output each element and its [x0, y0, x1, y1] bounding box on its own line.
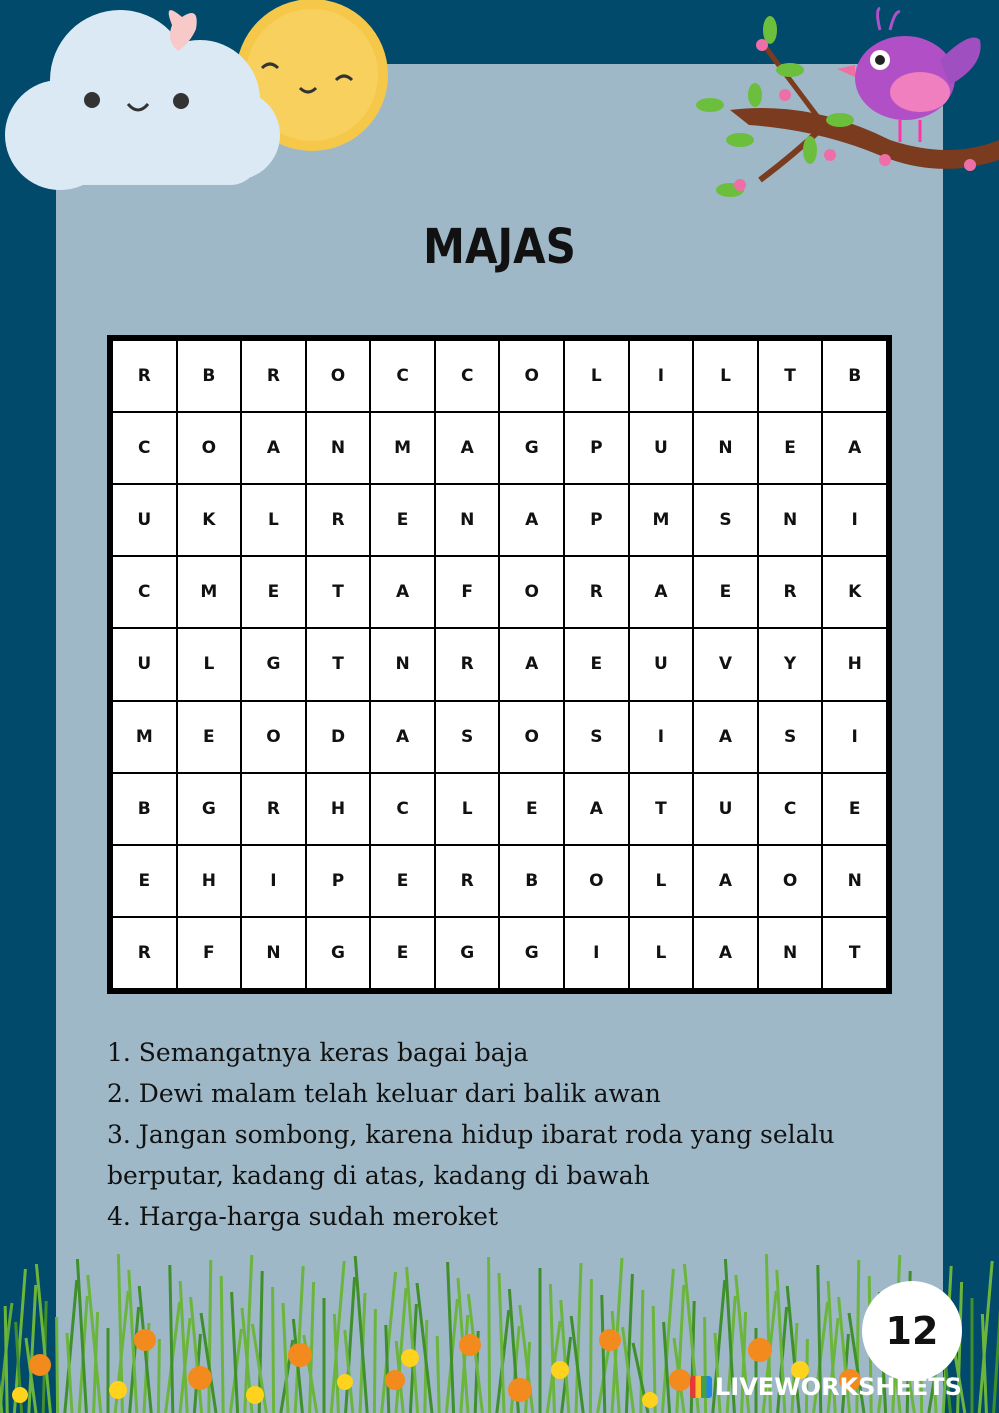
grid-cell[interactable]: A: [435, 412, 500, 484]
brand-watermark: [690, 1373, 962, 1401]
grid-row: [112, 412, 887, 484]
grid-cell[interactable]: R: [306, 484, 371, 556]
grid-cell[interactable]: E: [693, 556, 758, 628]
grid-cell[interactable]: E: [112, 845, 177, 917]
grid-cell[interactable]: M: [370, 412, 435, 484]
grid-cell[interactable]: A: [822, 412, 887, 484]
grid-cell[interactable]: G: [499, 412, 564, 484]
grid-cell[interactable]: C: [370, 340, 435, 412]
grid-cell[interactable]: N: [758, 917, 823, 989]
grid-cell[interactable]: S: [564, 701, 629, 773]
grid-cell[interactable]: G: [435, 917, 500, 989]
grid-cell[interactable]: A: [693, 845, 758, 917]
word-search-grid: [107, 335, 892, 994]
grid-cell[interactable]: B: [499, 845, 564, 917]
grid-cell[interactable]: A: [499, 484, 564, 556]
grid-cell[interactable]: I: [822, 484, 887, 556]
grid-cell[interactable]: O: [499, 340, 564, 412]
grid-cell[interactable]: U: [112, 484, 177, 556]
grid-cell[interactable]: A: [693, 701, 758, 773]
grid-cell[interactable]: R: [112, 917, 177, 989]
grid-cell[interactable]: L: [241, 484, 306, 556]
grid-cell[interactable]: E: [370, 917, 435, 989]
grid-cell[interactable]: T: [629, 773, 694, 845]
grid-cell[interactable]: E: [177, 701, 242, 773]
grid-cell[interactable]: E: [370, 845, 435, 917]
grid-cell[interactable]: R: [241, 340, 306, 412]
grid-cell[interactable]: M: [112, 701, 177, 773]
grid-cell[interactable]: E: [564, 628, 629, 700]
grid-cell[interactable]: O: [564, 845, 629, 917]
grid-cell[interactable]: A: [693, 917, 758, 989]
grid-cell[interactable]: O: [306, 340, 371, 412]
grid-cell[interactable]: E: [241, 556, 306, 628]
grid-cell[interactable]: I: [822, 701, 887, 773]
grid-cell[interactable]: L: [629, 917, 694, 989]
grid-row: [112, 340, 887, 412]
grid-cell[interactable]: C: [758, 773, 823, 845]
question-line: 1. Semangatnya keras bagai baja: [107, 1038, 529, 1067]
brand-name: LIVEWORKSHEETS: [715, 1373, 962, 1401]
grid-cell[interactable]: L: [177, 628, 242, 700]
page-number-badge: 12: [862, 1281, 962, 1381]
grid-cell[interactable]: N: [370, 628, 435, 700]
grid-cell[interactable]: P: [564, 412, 629, 484]
grid-cell[interactable]: G: [177, 773, 242, 845]
grid-cell[interactable]: B: [177, 340, 242, 412]
grid-cell[interactable]: T: [306, 556, 371, 628]
grid-cell[interactable]: I: [629, 701, 694, 773]
grid-cell[interactable]: O: [758, 845, 823, 917]
cloud-icon: [0, 0, 400, 200]
grid-cell[interactable]: B: [822, 340, 887, 412]
grid-cell[interactable]: L: [629, 845, 694, 917]
grid-cell[interactable]: D: [306, 701, 371, 773]
grid-row: [112, 628, 887, 700]
grid-cell[interactable]: H: [177, 845, 242, 917]
grid-cell[interactable]: E: [758, 412, 823, 484]
grid-cell[interactable]: N: [758, 484, 823, 556]
grid-cell[interactable]: R: [435, 845, 500, 917]
grid-cell[interactable]: T: [758, 340, 823, 412]
grid-cell[interactable]: I: [629, 340, 694, 412]
grid-row: [112, 773, 887, 845]
grid-cell[interactable]: N: [822, 845, 887, 917]
grid-cell[interactable]: L: [435, 773, 500, 845]
grid-cell[interactable]: A: [629, 556, 694, 628]
grid-cell[interactable]: N: [241, 917, 306, 989]
question-line: 4. Harga-harga sudah meroket: [107, 1202, 499, 1231]
grid-cell[interactable]: R: [435, 628, 500, 700]
grid-cell[interactable]: C: [112, 412, 177, 484]
liveworksheets-logo-icon: [690, 1376, 712, 1398]
grid-cell[interactable]: O: [499, 556, 564, 628]
grid-row: [112, 556, 887, 628]
grid-cell[interactable]: U: [629, 412, 694, 484]
grid-cell[interactable]: T: [306, 628, 371, 700]
grid-cell[interactable]: V: [693, 628, 758, 700]
grid-cell[interactable]: E: [370, 484, 435, 556]
grid-cell[interactable]: R: [241, 773, 306, 845]
grid-row: [112, 845, 887, 917]
question-line: berputar, kadang di atas, kadang di bawah: [107, 1161, 650, 1190]
grid-cell[interactable]: T: [822, 917, 887, 989]
grid-cell[interactable]: A: [370, 701, 435, 773]
grid-cell[interactable]: F: [177, 917, 242, 989]
grid-cell[interactable]: I: [564, 917, 629, 989]
grid-cell[interactable]: K: [822, 556, 887, 628]
grid-cell[interactable]: L: [693, 340, 758, 412]
page-title: MAJAS: [423, 218, 576, 275]
grid-cell[interactable]: A: [564, 773, 629, 845]
grid-cell[interactable]: E: [822, 773, 887, 845]
grid-cell[interactable]: O: [177, 412, 242, 484]
grid-cell[interactable]: U: [629, 628, 694, 700]
grid-row: [112, 701, 887, 773]
grid-cell[interactable]: G: [499, 917, 564, 989]
grid-cell[interactable]: A: [241, 412, 306, 484]
grid-cell[interactable]: O: [499, 701, 564, 773]
bird-on-branch-icon: [670, 0, 999, 230]
grid-cell[interactable]: R: [758, 556, 823, 628]
grid-cell[interactable]: M: [177, 556, 242, 628]
grid-cell[interactable]: G: [241, 628, 306, 700]
grid-cell[interactable]: B: [112, 773, 177, 845]
grid-row: [112, 484, 887, 556]
grid-cell[interactable]: S: [693, 484, 758, 556]
grid-cell[interactable]: F: [435, 556, 500, 628]
grid-cell[interactable]: I: [241, 845, 306, 917]
grid-cell[interactable]: K: [177, 484, 242, 556]
grid-cell[interactable]: N: [435, 484, 500, 556]
grid-cell[interactable]: Y: [758, 628, 823, 700]
grid-cell[interactable]: S: [435, 701, 500, 773]
grid-row: [112, 917, 887, 989]
grid-cell[interactable]: C: [370, 773, 435, 845]
grid-cell[interactable]: A: [499, 628, 564, 700]
grid-cell[interactable]: R: [564, 556, 629, 628]
grid-cell[interactable]: G: [306, 917, 371, 989]
grid-cell[interactable]: S: [758, 701, 823, 773]
grid-cell[interactable]: R: [112, 340, 177, 412]
grid-cell[interactable]: N: [306, 412, 371, 484]
grid-cell[interactable]: A: [370, 556, 435, 628]
grid-cell[interactable]: C: [112, 556, 177, 628]
grid-cell[interactable]: P: [306, 845, 371, 917]
grid-cell[interactable]: N: [693, 412, 758, 484]
question-list: [107, 1032, 907, 1237]
grid-cell[interactable]: U: [112, 628, 177, 700]
grid-cell[interactable]: E: [499, 773, 564, 845]
grid-cell[interactable]: C: [435, 340, 500, 412]
grid-cell[interactable]: O: [241, 701, 306, 773]
grid-cell[interactable]: M: [629, 484, 694, 556]
question-line: 3. Jangan sombong, karena hidup ibarat roda yang selalu: [107, 1120, 835, 1149]
grid-cell[interactable]: U: [693, 773, 758, 845]
grid-cell[interactable]: H: [306, 773, 371, 845]
grid-cell[interactable]: H: [822, 628, 887, 700]
question-line: 2. Dewi malam telah keluar dari balik awan: [107, 1079, 661, 1108]
grid-cell[interactable]: P: [564, 484, 629, 556]
grid-cell[interactable]: L: [564, 340, 629, 412]
